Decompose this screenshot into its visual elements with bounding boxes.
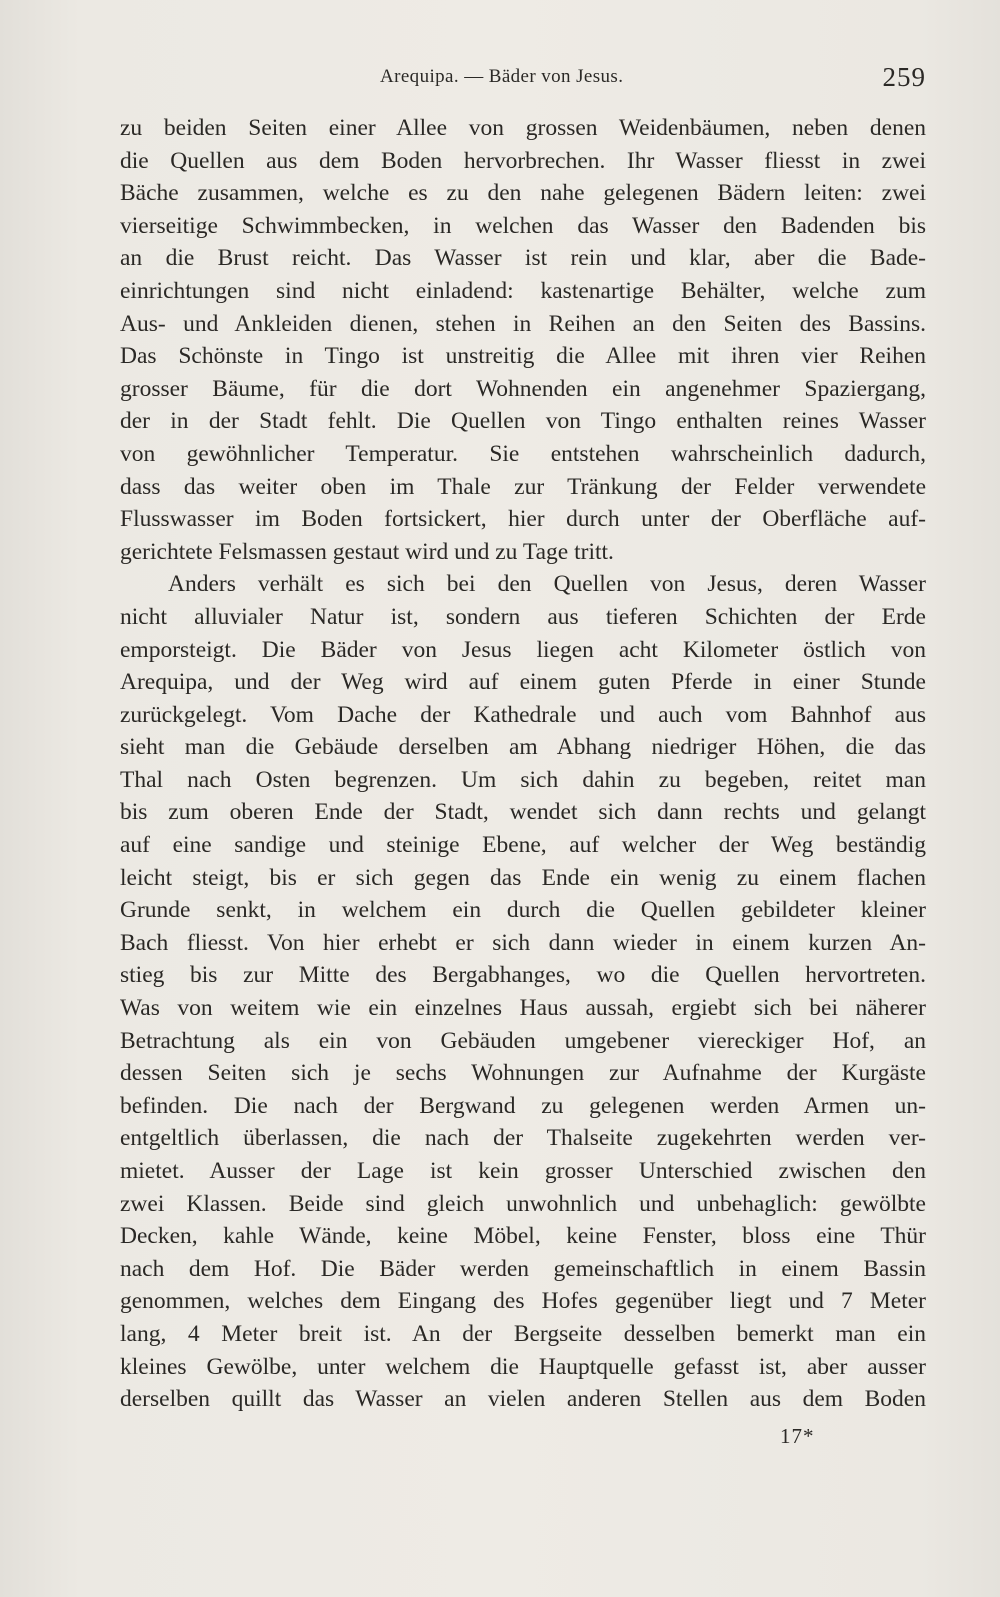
- text-line: dass das weiter oben im Thale zur Tränkung der Felder verwendete: [120, 473, 926, 500]
- text-line: Bäche zusammen, welche es zu den nahe gelegenen Bädern leiten: zwei: [120, 180, 926, 207]
- text-line: Thal nach Osten begrenzen. Um sich dahin zu begeben, reitet man: [120, 766, 926, 793]
- page-number: 259: [882, 62, 926, 92]
- text-line: auf eine sandige und steinige Ebene, auf welcher der Weg beständig: [120, 832, 926, 859]
- text-line: der in der Stadt fehlt. Die Quellen von Tingo enthalten reines Wasser: [120, 408, 926, 435]
- text-line: nach dem Hof. Die Bäder werden gemeinschaftlich in einem Bassin: [120, 1255, 926, 1282]
- text-line: leicht steigt, bis er sich gegen das Ende ein wenig zu einem flachen: [120, 864, 926, 891]
- text-line: befinden. Die nach der Bergwand zu gelegenen werden Armen un-: [120, 1092, 926, 1119]
- text-line: Was von weitem wie ein einzelnes Haus aussah, ergiebt sich bei näherer: [120, 995, 926, 1022]
- text-line: Grunde senkt, in welchem ein durch die Quellen gebildeter kleiner: [120, 897, 926, 924]
- text-line: Flusswasser im Boden fortsickert, hier durch unter der Oberfläche auf-: [120, 506, 926, 533]
- body-text: [120, 112, 926, 1416]
- running-title: Arequipa. — Bäder von Jesus.: [380, 66, 624, 87]
- text-line: lang, 4 Meter breit ist. An der Bergseite desselben bemerkt man ein: [120, 1320, 926, 1347]
- text-line: emporsteigt. Die Bäder von Jesus liegen acht Kilometer östlich von: [120, 636, 926, 663]
- text-line: zurückgelegt. Vom Dache der Kathedrale und auch vom Bahnhof aus: [120, 701, 926, 728]
- text-line: Das Schönste in Tingo ist unstreitig die Allee mit ihren vier Reihen: [120, 343, 926, 370]
- text-line: Decken, kahle Wände, keine Möbel, keine Fenster, bloss eine Thür: [120, 1223, 926, 1250]
- text-line: derselben quillt das Wasser an vielen anderen Stellen aus dem Boden: [120, 1386, 926, 1413]
- text-line: stieg bis zur Mitte des Bergabhanges, wo die Quellen hervortreten.: [120, 962, 926, 989]
- text-line: Bach fliesst. Von hier erhebt er sich dann wieder in einem kurzen An-: [120, 929, 926, 956]
- text-line: an die Brust reicht. Das Wasser ist rein und klar, aber die Bade-: [120, 245, 926, 272]
- text-line: kleines Gewölbe, unter welchem die Hauptquelle gefasst ist, aber ausser: [120, 1353, 926, 1380]
- text-line: die Quellen aus dem Boden hervorbrechen. Ihr Wasser fliesst in zwei: [120, 147, 926, 174]
- paragraph-start-line: Anders verhält es sich bei den Quellen von Jesus, deren Wasser: [168, 571, 926, 598]
- text-line: von gewöhnlicher Temperatur. Sie entstehen wahrscheinlich dadurch,: [120, 440, 926, 467]
- page-header: [120, 62, 926, 102]
- text-line: sieht man die Gebäude derselben am Abhang niedriger Höhen, die das: [120, 734, 926, 761]
- text-line: bis zum oberen Ende der Stadt, wendet sich dann rechts und gelangt: [120, 799, 926, 826]
- text-line: entgeltlich überlassen, die nach der Thalseite zugekehrten werden ver-: [120, 1125, 926, 1152]
- text-line: einrichtungen sind nicht einladend: kastenartige Behälter, welche zum: [120, 277, 926, 304]
- text-line: Aus- und Ankleiden dienen, stehen in Reihen an den Seiten des Bassins.: [120, 310, 926, 337]
- text-line: Arequipa, und der Weg wird auf einem guten Pferde in einer Stunde: [120, 669, 926, 696]
- text-line: grosser Bäume, für die dort Wohnenden ein angenehmer Spaziergang,: [120, 375, 926, 402]
- text-line: mietet. Ausser der Lage ist kein grosser Unterschied zwischen den: [120, 1158, 926, 1184]
- signature-mark: 17*: [780, 1424, 815, 1448]
- text-line: genommen, welches dem Eingang des Hofes gegenüber liegt und 7 Meter: [120, 1288, 926, 1315]
- text-line: zu beiden Seiten einer Allee von grossen Weidenbäumen, neben denen: [120, 115, 926, 141]
- text-line: dessen Seiten sich je sechs Wohnungen zur Aufnahme der Kurgäste: [120, 1060, 926, 1087]
- paragraph-end-line: gerichtete Felsmassen gestaut wird und zu Tage tritt.: [120, 538, 614, 565]
- text-line: vierseitige Schwimmbecken, in welchen das Wasser den Badenden bis: [120, 212, 926, 239]
- text-line: Betrachtung als ein von Gebäuden umgebener viereckiger Hof, an: [120, 1027, 926, 1054]
- text-line: zwei Klassen. Beide sind gleich unwohnlich und unbehaglich: gewölbte: [120, 1190, 926, 1217]
- text-line: nicht alluvialer Natur ist, sondern aus tieferen Schichten der Erde: [120, 603, 926, 630]
